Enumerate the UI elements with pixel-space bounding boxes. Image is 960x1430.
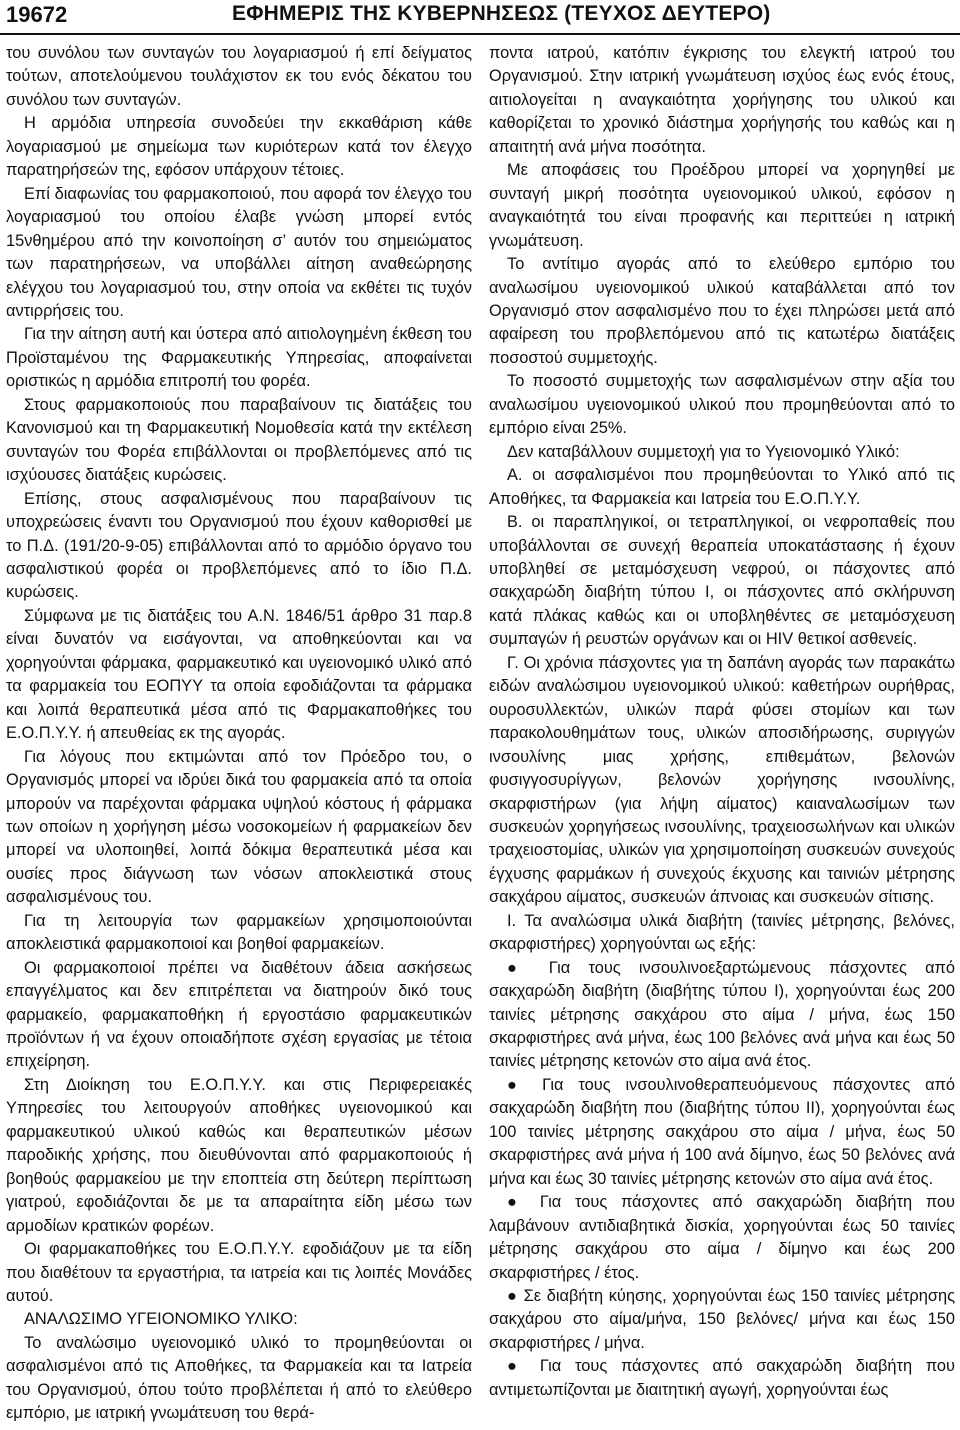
paragraph: Δεν καταβάλλουν συμμετοχή για το Υγειονομικό Υλικό: (507, 442, 900, 461)
paragraph: Επίσης, στους ασφαλισμένους που παραβαίνουν τις υποχρεώσεις έναντι του Οργανισμού που έχουν καθορισθεί με το Π.Δ. (191/20-9-05) επιβάλλονται από το αρμόδιο όργανο του ασφαλιστικού φορέα οι προβλεπόμενες από το ίδιο Π.Δ. κυρώσεις. (6, 489, 472, 602)
paragraph: Το αναλώσιμο υγειονομικό υλικό το προμηθεύονται οι ασφαλισμένοι από τις Αποθήκες, τα Φαρμακεία και τα Ιατρεία του Οργανισμού, όπου τούτο προβλέπεται ή από το ελεύθερο εμπόριο, με ιατρική γνωμάτευση του θερά- (6, 1333, 472, 1423)
bullet-item: ● Για τους ινσουλινοεξαρτώμενους πάσχοντες από σακχαρώδη διαβήτη (διαβήτης τύπου Ι), χορηγούνται έως 200 ταινίες μέτρησης σακχάρου στο αίμα / μήνα, έως 150 σκαρφιστήρες ανά μήνα, έως 100 βελόνες ανά μήνα και έως 50 ταινίες μέτρησης κετονών στο αίμα ανά έτος. (489, 958, 955, 1071)
paragraph: Β. οι παραπληγικοί, οι τετραπληγικοί, οι νεφροπαθείς που υποβάλλονται σε συνεχή θεραπεία υποκατάστασης ή έχουν υποβληθεί σε μεταμόσχευση νεφρού, οι πάσχοντες από σακχαρώδη διαβήτη τύπου Ι, οι πάσχοντες από σκλήρυνση κατά πλάκας καθώς και οι υποβληθέντες σε μεταμόσχευση συμπαγών ή ρευστών οργάνων και οι HIV θετικοί ασθενείς. (489, 513, 955, 649)
paragraph: του συνόλου των συνταγών του λογαριασμού ή επί δείγματος τούτων, αποτελούμενου τουλάχιστον εκ του ενός δέκατου του συνόλου των συνταγών. (6, 44, 472, 109)
paragraph: Για την αίτηση αυτή και ύστερα από αιτιολογημένη έκθεση του Προϊσταμένου της Φαρμακευτικής Υπηρεσίας, αποφαίνεται οριστικώς η αρμόδια επιτροπή του φορέα. (6, 325, 472, 391)
paragraph: Οι φαρμακαποθήκες του Ε.Ο.Π.Υ.Υ. εφοδιάζουν με τα είδη που διαθέτουν τα εργαστήρια, τα ιατρεία και τις λοιπές Μονάδες αυτού. (6, 1240, 472, 1306)
gazette-title: ΕΦΗΜΕΡΙΣ ΤΗΣ ΚΥΒΕΡΝΗΣΕΩΣ (ΤΕΥΧΟΣ ΔΕΥΤΕΡΟ) (232, 2, 771, 25)
paragraph: ποντα ιατρού, κατόπιν έγκρισης του ελεγκτή ιατρού του Οργανισμού. Στην ιατρική γνωμάτευση ισχύος έως ενός έτους, αιτιολογείται η αναγκαιότητα χορήγησης του υλικού και καθορίζεται το χρονικό διάστημα χορήγησής του καθώς και η απαιτητή ανά μήνα ποσότητα. (489, 44, 955, 156)
bullet-item: ● Για τους πάσχοντες από σακχαρώδη διαβήτη που αντιμετωπίζονται με διαιτητική αγωγή, χορηγούνται έως (489, 1357, 955, 1399)
section-heading: ΑΝΑΛΩΣΙΜΟ ΥΓΕΙΟΝΟΜΙΚΟ ΥΛΙΚΟ: (24, 1310, 298, 1329)
paragraph: Για λόγους που εκτιμώνται από τον Πρόεδρο του, ο Οργανισμός μπορεί να ιδρύει δικά του φαρμακεία από τα οποία μπορούν να παρέχονται φάρμακα υψηλού κόστους ή φάρμακα των οποίων η χορήγηση μέσω νοσοκομείων ή φαρμακείων δεν μπορεί να υλοποιηθεί, λοιπά δόκιμα θεραπευτικά μέσα και ουσίες προς διάγνωση των νόσων αποκλειστικά στους ασφαλισμένους του. (6, 747, 472, 907)
paragraph: Α. οι ασφαλισμένοι που προμηθεύονται το Υλικό από τις Αποθήκες, τα Φαρμακεία και Ιατρεία του Ε.Ο.Π.Υ.Υ. (489, 466, 955, 508)
paragraph: Γ. Οι χρόνια πάσχοντες για τη δαπάνη αγοράς των παρακάτω ειδών αναλώσιμου υγειονομικού υλικού: καθετήρων ουρήθρας, ουροσυλλεκτών, υλικών παρά φύσει στομίων και των παρακολουθημάτων τους, υλικών αποσιδήρωσης, συριγγών ινσουλίνης μιας χρήσης, επιθεμάτων, βελονών φυσιγγοσυρίγγων, βελονών χορήγησης ινσουλίνης, σκαρφιστήρων (για λήψη αίματος) καιαναλωσίμων των συσκευών χορηγήσεως ινσουλίνης, τραχειοσωλήνων και υλικών τραχειοστομίας, υλικών για χρησιμοποίηση συσκευών συνεχούς έγχυσης φαρμάκων ή συνεχούς έκχυσης και ταινιών μέτρησης σακχάρου αίματος, συσκευών άπνοιας και συσκευών σίτισης. (489, 653, 955, 907)
paragraph: Σύμφωνα με τις διατάξεις του Α.Ν. 1846/51 άρθρο 31 παρ.8 είναι δυνατόν να εισάγονται, να αποθηκεύονται και να χορηγούνται φάρμακα, φαρμακευτικό και υγειονομικό υλικό από τα φαρμακεία του ΕΟΠΥΥ τα οποία εφοδιάζονται τα φάρμακα και λοιπά θεραπευτικά μέσα από τις Φαρμακαποθήκες του Ε.Ο.Π.Υ.Υ. ή απευθείας εκ της αγοράς. (6, 606, 472, 743)
paragraph: Η αρμόδια υπηρεσία συνοδεύει την εκκαθάριση κάθε λογαριασμού με σημείωμα των κυριότερων κατά τον έλεγχο παρατηρήσεών της, εφόσον υπάρχουν τέτοιες. (6, 114, 472, 180)
paragraph: Στη Διοίκηση του Ε.Ο.Π.Υ.Υ. και στις Περιφερειακές Υπηρεσίες του λειτουργούν αποθήκες υγειονομικού και φαρμακευτικού υλικού καθώς και θεραπευτικών μέσων παροδικής χρήσης, που διευθύνονται από φαρμακοποιούς ή βοηθούς φαρμακείου με την εποπτεία στη δεύτερη περίπτωση γιατρού, εφοδιάζονται δε με τα απαραίτητα είδη μέσω των αρμοδίων κρατικών φορέων. (6, 1075, 472, 1235)
paragraph: Το ποσοστό συμμετοχής των ασφαλισμένων στην αξία του αναλωσίμου υγειονομικού υλικού που προμηθεύονται από το εμπόριο είναι 25%. (489, 372, 955, 438)
paragraph: Επί διαφωνίας του φαρμακοποιού, που αφορά τον έλεγχο του λογαριασμού του οποίου έλαβε γνώση μπορεί εντός 15νθημέρου από την κοινοποίηση σ’ αυτόν του σημειώματος των παρατηρήσεων, να υποβάλλει αίτηση αναθεώρησης ελέγχου του λογαριασμού του, στην οποία να εκθέτει τις τυχόν αντιρρήσεις του. (6, 184, 472, 320)
paragraph: Στους φαρμακοποιούς που παραβαίνουν τις διατάξεις του Κανονισμού και τη Φαρμακευτική Νομοθεσία κατά την εκτέλεση συνταγών του Φορέα επιβάλλονται οι προβλεπόμενες από τις ισχύουσες διατάξεις κυρώσεις. (6, 395, 472, 485)
page-number: 19672 (6, 2, 68, 27)
paragraph: Το αντίτιμο αγοράς από το ελεύθερο εμπόριο του αναλωσίμου υγειονομικού υλικού καταβάλλεται από τον Οργανισμό στον ασφαλισμένο που το έχει πληρώσει μετά από αφαίρεση του προβλεπόμενου από τις κατωτέρω διατάξεις ποσοστού συμμετοχής. (489, 255, 955, 367)
paragraph: Οι φαρμακοποιοί πρέπει να διαθέτουν άδεια ασκήσεως επαγγέλματος και δεν επιτρέπεται να διατηρούν δικό τους φαρμακείο, φαρμακαποθήκη ή εργοστάσιο φαρμακευτικών προϊόντων ή να έχουν οποιαδήποτε σχέση εργασίας με τέτοια επιχείρηση. (6, 958, 472, 1071)
right-column (489, 42, 955, 1427)
paragraph: Ι. Τα αναλώσιμα υλικά διαβήτη (ταινίες μέτρησης, βελόνες, σκαρφιστήρες) χορηγούνται ως εξής: (489, 911, 955, 954)
page-header (0, 0, 960, 34)
paragraph: Με αποφάσεις του Προέδρου μπορεί να χορηγηθεί με συνταγή μικρή ποσότητα υγειονομικού υλικού, εφόσον η αναγκαιότητά του είναι προφανής και περιττεύει η ιατρική γνωμάτευση. (489, 161, 955, 250)
bullet-item: ● Για τους ινσουλινοθεραπευόμενους πάσχοντες από σακχαρώδη διαβήτη που (διαβήτης τύπου ΙΙ), χορηγούνται έως 100 ταινίες μέτρησης σακχάρου στο αίμα / μήνα, έως 50 σκαρφιστήρες ανά μήνα ή 100 ανά δίμηνο, έως 50 βελόνες ανά μήνα και έως 30 ταινίες μέτρησης κετονών στο αίμα ανά έτος. (489, 1075, 955, 1188)
bullet-item: ● Για τους πάσχοντες από σακχαρώδη διαβήτη που λαμβάνουν αντιδιαβητικά δισκία, χορηγούνται έως 50 ταινίες μέτρησης σακχάρου στο αίμα / δίμηνο και έως 200 σκαρφιστήρες / έτος. (489, 1193, 955, 1282)
header-rule (0, 33, 960, 35)
paragraph: Για τη λειτουργία των φαρμακείων χρησιμοποιούνται αποκλειστικά φαρμακοποιοί και βοηθοί φαρμακείων. (6, 911, 472, 954)
left-column (6, 42, 472, 1427)
bullet-item: ● Σε διαβήτη κύησης, χορηγούνται έως 150 ταινίες μέτρησης σακχάρου στο αίμα/μήνα, 150 βελόνες/ μήνα και έως 150 σκαρφιστήρες / μήνα. (489, 1287, 955, 1352)
